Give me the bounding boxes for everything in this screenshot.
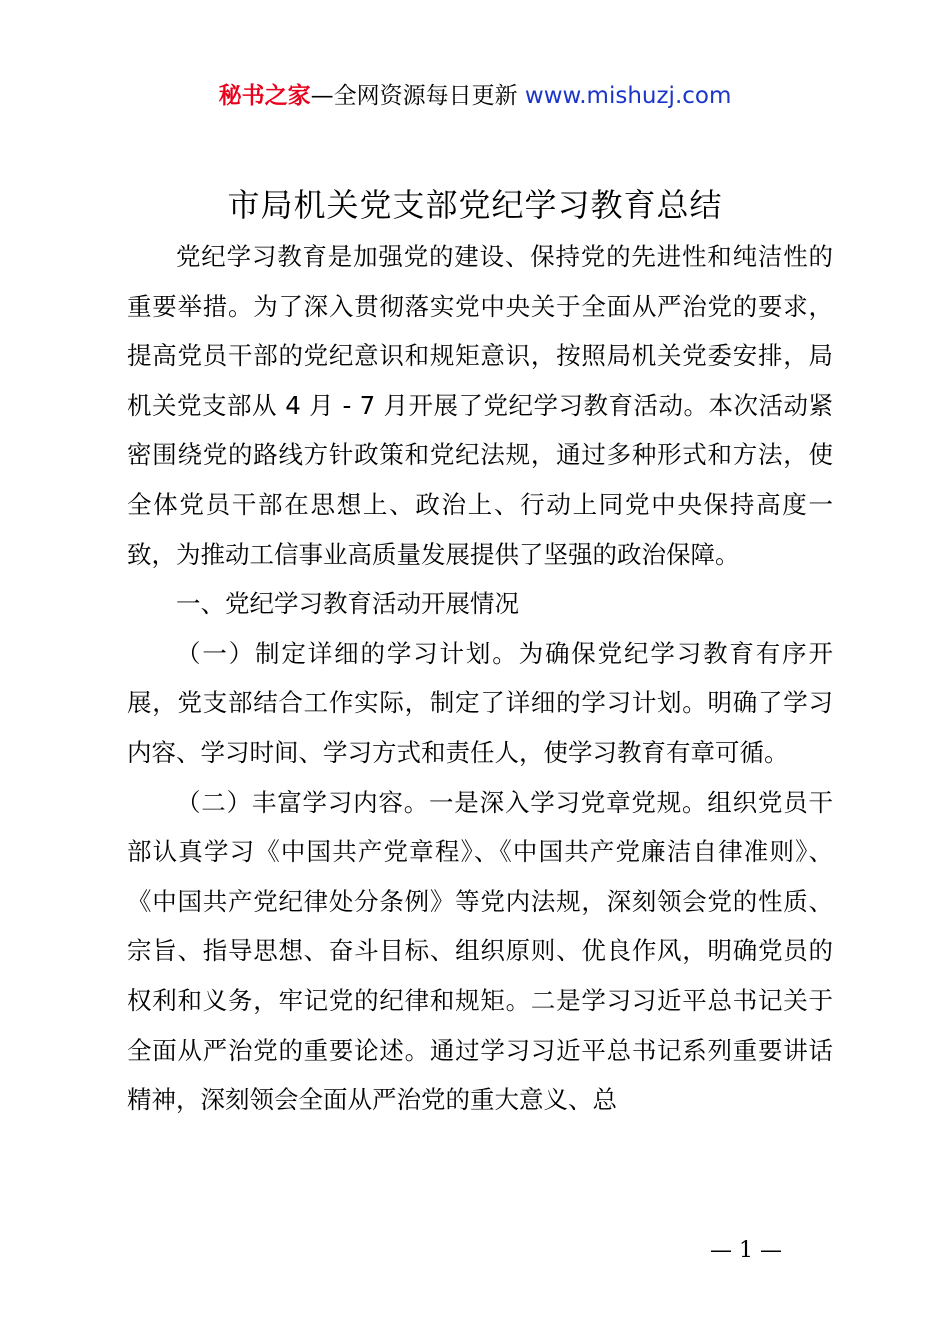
header-tagline: 全网资源每日更新 bbox=[333, 83, 525, 109]
paragraph-intro: 党纪学习教育是加强党的建设、保持党的先进性和纯洁性的重要举措。为了深入贯彻落实党中央关于全面从严治党的要求，提高党员干部的党纪意识和规矩意识，按照局机关党委安排，局机关党支部从 4 月 - 7 月开展了党纪学习教育活动。本次活动紧密围绕党的路线方针政策和党纪法规，通过多种形式和方法，使全体党员干部在思想上、政治上、行动上同党中央保持高度一致，为推动工信事业高质量发展提供了坚强的政治保障。 bbox=[127, 242, 833, 569]
section-heading: 一、党纪学习教育活动开展情况 bbox=[176, 589, 519, 619]
page-number: — 1 — bbox=[710, 1238, 782, 1263]
site-url-link[interactable]: www.mishuzj.com bbox=[524, 83, 732, 109]
paragraph-content: （二）丰富学习内容。一是深入学习党章党规。组织党员干部认真学习《中国共产党章程》、《中国共产党廉洁自律准则》、《中国共产党纪律处分条例》等党内法规，深刻领会党的性质、宗旨、指导思想、奋斗目标、组织原则、优良作风，明确党员的权利和义务，牢记党的纪律和规矩。二是学习习近平总书记关于全面从严治党的重要论述。通过学习习近平总书记系列重要讲话精神，深刻领会全面从严治党的重大意义、总 bbox=[127, 787, 833, 1115]
site-brand: 秘书之家 bbox=[218, 83, 311, 109]
header-dash: — bbox=[310, 83, 334, 109]
site-header bbox=[0, 80, 950, 112]
document-title: 市局机关党支部党纪学习教育总结 bbox=[227, 186, 723, 224]
document-body bbox=[127, 232, 833, 1125]
page-footer bbox=[0, 1238, 950, 1263]
paragraph-plan: （一）制定详细的学习计划。为确保党纪学习教育有序开展，党支部结合工作实际，制定了详细的学习计划。明确了学习内容、学习时间、学习方式和责任人，使学习教育有章可循。 bbox=[127, 638, 833, 767]
